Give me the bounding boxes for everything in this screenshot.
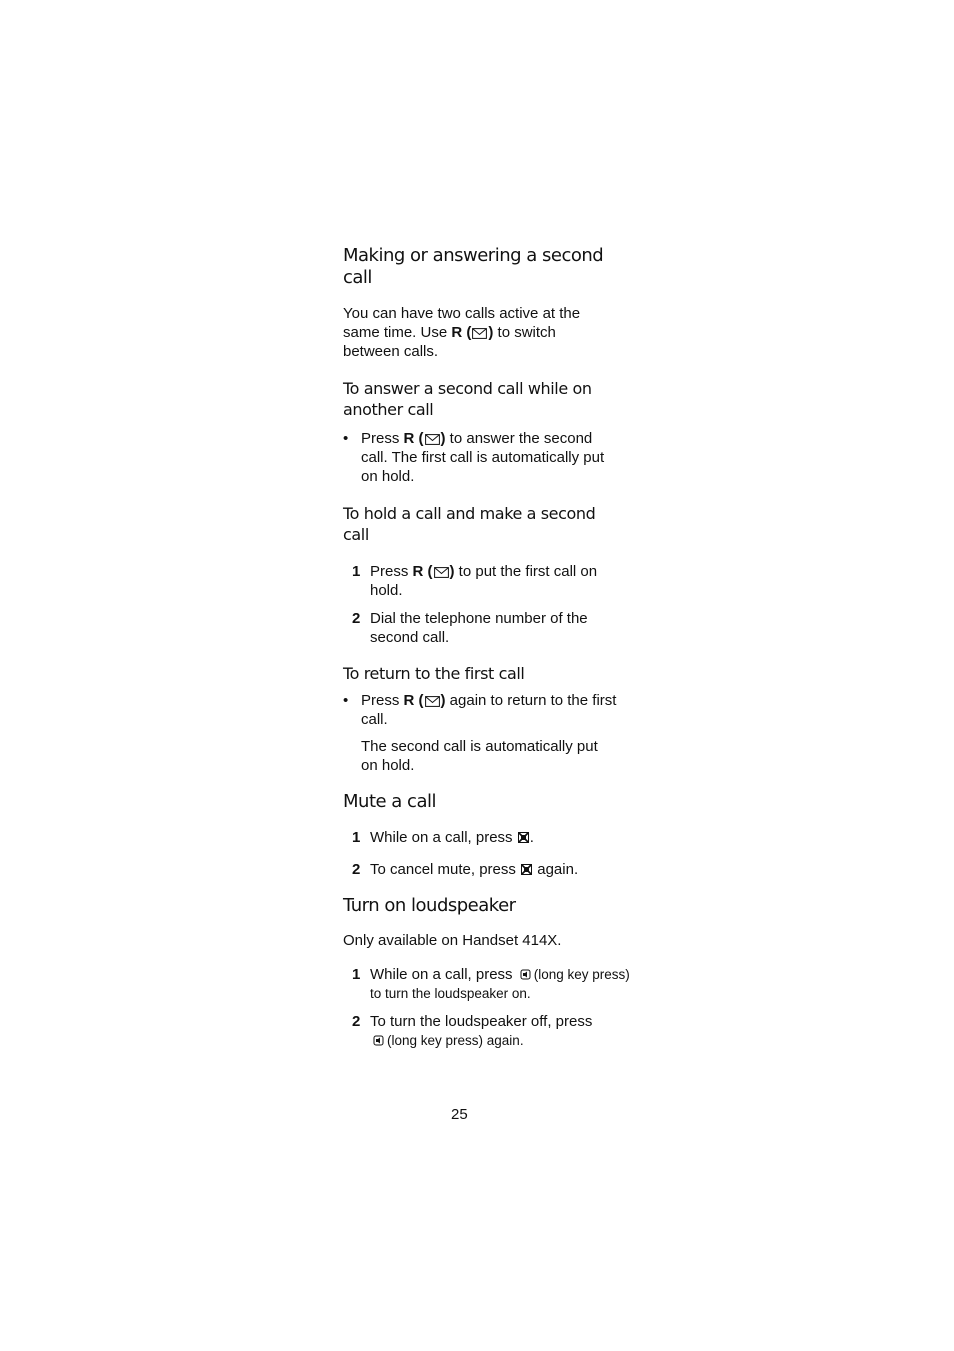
list-item: 1 Press R ( ) to put the first call on hold. xyxy=(352,563,598,599)
mute-key-icon xyxy=(518,832,529,843)
second-call-intro: You can have two calls active at the same time. Use R ( ) to switch between calls. xyxy=(343,305,581,360)
mute-key-icon xyxy=(521,864,532,875)
page-number: 25 xyxy=(451,1106,468,1123)
manual-page xyxy=(343,245,630,1050)
subsection-title-hold-call: To hold a call and make a second call xyxy=(343,504,596,544)
list-item: • Press R ( ) again to return to the first call. xyxy=(343,692,617,728)
list-item: • Press R ( ) to answer the second call. The first call is automatically put on hold. xyxy=(343,430,605,485)
list-item: 2 To turn the loudspeaker off, press (long key press) again. xyxy=(352,1013,593,1048)
loudspeaker-key-icon xyxy=(520,969,531,980)
list-item: 1 While on a call, press (long key press) to turn the loudspeaker on. xyxy=(352,966,630,1001)
subsection-title-answer-second: To answer a second call while on another call xyxy=(343,379,592,419)
loudspeaker-intro: Only available on Handset 414X. xyxy=(343,932,562,949)
list-item: 1 While on a call, press . xyxy=(352,829,534,846)
subsection-title-return-first: To return to the first call xyxy=(343,664,525,683)
envelope-icon xyxy=(472,328,487,339)
loudspeaker-key-icon xyxy=(373,1035,384,1046)
section-title-loudspeaker: Turn on loudspeaker xyxy=(343,895,516,916)
list-item: 2 Dial the telephone number of the second call. xyxy=(352,610,588,646)
section-title-second-call: Making or answering a second call xyxy=(343,245,604,288)
envelope-icon xyxy=(434,567,449,578)
envelope-icon xyxy=(425,696,440,707)
return-first-note: The second call is automatically put on hold. xyxy=(361,738,598,774)
section-title-mute: Mute a call xyxy=(343,791,436,812)
list-item: 2 To cancel mute, press again. xyxy=(352,861,579,878)
envelope-icon xyxy=(425,434,440,445)
